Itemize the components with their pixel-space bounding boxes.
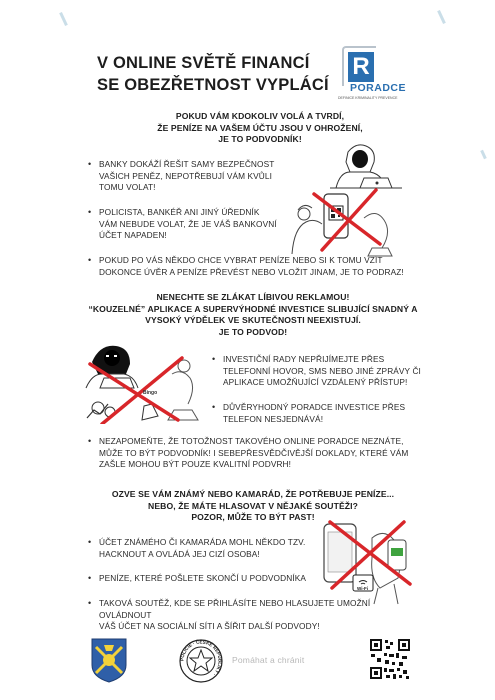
poster-title (97, 52, 337, 96)
heading-line: NEBO, ŽE MÁTE HLASOVAT V NĚJAKÉ SOUTĚŽI? (148, 500, 358, 511)
bullet-line: • TAKOVÁ SOUTĚŽ, KDE SE PŘIHLÁSÍTE NEBO HLASUJETE UMOŽNÍ OVLÁDNOUT (99, 598, 371, 620)
logo-letter: R (348, 52, 374, 82)
bullet-line: ÚČET NAPADEN! (99, 230, 167, 241)
section1-bullet-3 (88, 255, 418, 278)
contest-phone-illustration (318, 518, 418, 606)
bullet-line: TELEFONNÍ HOVOR, SMS NEBO JINÉ ZPRÁVY ČI (223, 365, 421, 376)
heading-line: “KOUZELNÉ” APLIKACE A SUPERVÝHODNÉ INVESTICE SLIBUJÍCÍ SNADNÝ A (88, 303, 418, 314)
scuff-mark (480, 150, 487, 159)
bullet-line: • NEZAPOMEŇTE, ŽE TOTOŽNOST TAKOVÉHO ONLINE PORADCE NEZNÁTE, (99, 436, 404, 446)
footer-motto: Pomáhat a chránit (232, 655, 305, 665)
bullet-line: TELEFON NESJEDNÁVÁ! (223, 413, 324, 424)
bullet-line: • ÚČET ZNÁMÉHO ČI KAMARÁDA MOHL NĚKDO TZV. (99, 537, 306, 547)
scuff-mark (437, 10, 446, 24)
heading-line: POZOR, MŮŽE TO BÝT PAST! (191, 512, 315, 523)
scuff-mark (59, 12, 68, 26)
section2-bullet-1 (212, 354, 422, 389)
heading-line: ŽE PENÍZE NA VAŠEM ÚČTU JSOU V OHROŽENÍ, (157, 122, 363, 133)
logo-tagline: DEFINICE KRIMINALITY PREVENCE (338, 96, 398, 100)
section3-bullet-3 (88, 598, 418, 633)
section3-bullet-2 (88, 573, 328, 585)
bullet-line: • POLICISTA, BANKÉŘ ANI JINÝ ÚŘEDNÍK (99, 207, 260, 217)
hacker-laptop-illustration (326, 142, 404, 190)
bullet-line: • PENÍZE, KTERÉ POŠLETE SKONČÍ U PODVODNÍKA (99, 573, 306, 583)
bullet-line: DOKONCE ÚVĚR A PENÍZE PŘEVÉST NEBO VLOŽIT JINAM, JE TO PODRAZ! (99, 266, 404, 277)
bullet-line: • DŮVĚRYHODNÝ PORADCE INVESTICE PŘES (223, 402, 406, 412)
bullet-line: • INVESTIČNÍ RADY NEPŘIJÍMEJTE PŘES (223, 354, 385, 364)
title-line-2: SE OBEZŘETNOST VYPLÁCÍ (97, 76, 329, 94)
heading-line: OZVE SE VÁM ZNÁMÝ NEBO KAMARÁD, ŽE POTŘEBUJE PENÍZE... (111, 489, 395, 499)
wifi-label: Wi-Fi (357, 586, 368, 591)
poradce-logo (338, 44, 418, 104)
bullet-line: VÁŠ ÚČET NA SOCIÁLNÍ SÍTI A ŠÍŘIT DALŠÍ PODVODY! (99, 621, 320, 632)
police-ring-text: POLICIE · ČESKÉ REPUBLIKY · (179, 639, 223, 677)
bullet-line: VAŠICH PENĚZ, NEPOTŘEBUJÍ VÁM KVŮLI (99, 170, 273, 181)
heading-line: JE TO PODVODNÍK! (218, 134, 302, 145)
section1-heading (150, 111, 370, 146)
heading-line: VYSOKÝ VÝDĚLEK VE SKUTEČNOSTI NEEXISTUJÍ. (145, 315, 361, 326)
bullet-line: • POKUD PO VÁS NĚKDO CHCE VYBRAT PENÍZE NEBO SI K TOMU VZÍT (99, 255, 383, 265)
bullet-line: ZAŠLE MOHOU BÝT POUZE KVALITNÍ PODVRH! (99, 459, 292, 470)
bullet-line: • BANKY DOKÁŽÍ ŘEŠIT SAMY BEZPEČNOST (99, 159, 275, 169)
heading-line: POKUD VÁM KDOKOLIV VOLÁ A TVRDÍ, (175, 111, 345, 121)
phone-call-illustration (284, 188, 404, 258)
bullet-line: HACKNOUT A OVLÁDÁ JEJ CIZÍ OSOBA! (99, 548, 260, 559)
screen-word: Bingo (143, 390, 158, 396)
section2-bullet-3 (88, 436, 418, 471)
heading-line: NENECHTE SE ZLÁKAT LÍBIVOU REKLAMOU! (156, 292, 350, 302)
bullet-line: VÁM NEBUDE VOLAT, ŽE JE VÁŠ BANKOVNÍ (99, 218, 277, 229)
heading-line: JE TO PODVOD! (218, 326, 288, 337)
logo-brand: PORADCE (350, 82, 407, 94)
bullet-line: APLIKACE UMOŽŇUJÍCÍ VZDÁLENÝ PŘÍSTUP! (223, 377, 408, 388)
investment-scam-illustration (82, 334, 212, 424)
section2-bullet-2 (212, 402, 422, 425)
bullet-line: MŮŽE TO BÝT PODVODNÍK! I SEBEPŘESVĚDČIVĚJŠÍ DOKLADY, KTERÉ VÁM (99, 447, 409, 458)
section2-heading (88, 292, 418, 338)
section3-bullet-1 (88, 537, 318, 560)
qr-code[interactable] (369, 638, 411, 680)
police-badge (178, 638, 224, 684)
title-line-1: V ONLINE SVĚTĚ FINANCÍ (97, 54, 310, 72)
regional-emblem (90, 637, 128, 683)
bullet-line: TOMU VOLAT! (99, 182, 156, 193)
